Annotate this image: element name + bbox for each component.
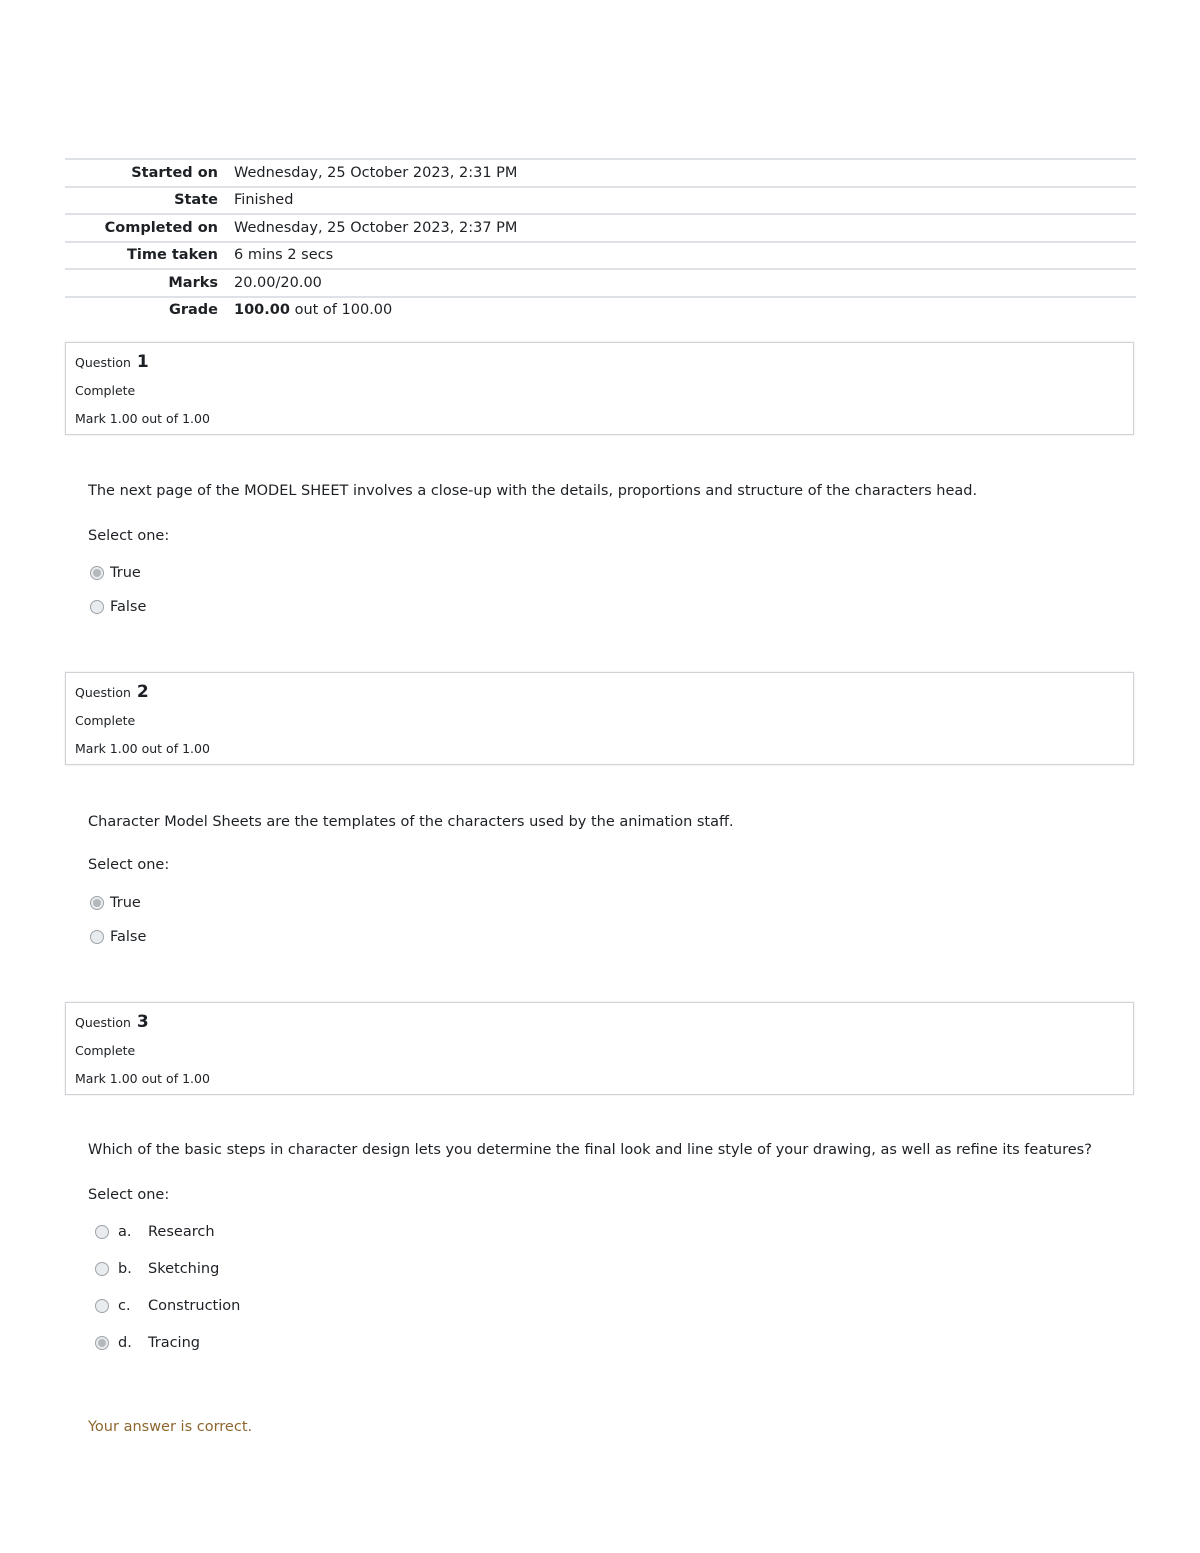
option-false[interactable] bbox=[90, 927, 146, 947]
option-label: False bbox=[110, 929, 147, 945]
summary-value bbox=[234, 297, 1136, 324]
summary-label: Started on bbox=[131, 164, 218, 181]
radio-button[interactable] bbox=[95, 1262, 109, 1276]
summary-value: Wednesday, 25 October 2023, 2:37 PM bbox=[234, 219, 518, 236]
answer-feedback: Your answer is correct. bbox=[88, 1419, 253, 1435]
question-label: Question bbox=[75, 1015, 131, 1030]
option-label: Research bbox=[148, 1224, 215, 1240]
option-label: Construction bbox=[148, 1298, 241, 1314]
option-label: Sketching bbox=[148, 1261, 220, 1277]
question-state: Complete bbox=[75, 1043, 136, 1058]
summary-label: Completed on bbox=[104, 219, 218, 236]
question-text: Character Model Sheets are the templates of the characters used by the animation staff. bbox=[88, 814, 734, 830]
grade-suffix: out of 100.00 bbox=[289, 302, 393, 319]
question-state: Complete bbox=[75, 383, 136, 398]
radio-button[interactable] bbox=[90, 930, 104, 944]
summary-label: Marks bbox=[168, 274, 218, 291]
option-letter: c. bbox=[118, 1298, 131, 1314]
radio-button[interactable] bbox=[95, 1299, 109, 1313]
option-letter: b. bbox=[118, 1261, 132, 1277]
question-text: Which of the basic steps in character design lets you determine the final look and line style of your drawing, as well as refine its features? bbox=[88, 1142, 1092, 1158]
summary-row-grade bbox=[65, 297, 1136, 324]
question-label: Question bbox=[75, 685, 131, 700]
option-letter: a. bbox=[118, 1224, 132, 1240]
question-label: Question bbox=[75, 355, 131, 370]
question-text: The next page of the MODEL SHEET involves a close-up with the details, proportions and structure of the characters head. bbox=[88, 483, 978, 499]
question-mark: Mark 1.00 out of 1.00 bbox=[75, 741, 210, 756]
select-one-label: Select one: bbox=[88, 857, 170, 873]
attempt-summary-table bbox=[65, 158, 1136, 323]
option-true[interactable] bbox=[90, 563, 141, 583]
option-label: Tracing bbox=[148, 1335, 200, 1351]
question-info-1 bbox=[65, 342, 1134, 435]
option-label: True bbox=[110, 565, 141, 581]
summary-value: Finished bbox=[234, 192, 294, 209]
radio-button-checked[interactable] bbox=[90, 896, 104, 910]
summary-label: State bbox=[174, 192, 218, 209]
option-false[interactable] bbox=[90, 597, 146, 617]
option-c[interactable] bbox=[90, 1296, 240, 1316]
summary-label: Time taken bbox=[127, 247, 218, 264]
question-heading bbox=[75, 1012, 149, 1032]
radio-button-checked[interactable] bbox=[90, 566, 104, 580]
option-true[interactable] bbox=[90, 893, 141, 913]
question-state: Complete bbox=[75, 713, 136, 728]
option-a[interactable] bbox=[90, 1222, 215, 1242]
option-b[interactable] bbox=[90, 1259, 219, 1279]
question-number: 2 bbox=[136, 682, 149, 702]
question-info-2 bbox=[65, 672, 1134, 765]
summary-row-time-taken bbox=[65, 242, 1136, 270]
option-label: False bbox=[110, 599, 147, 615]
question-mark: Mark 1.00 out of 1.00 bbox=[75, 411, 210, 426]
summary-label: Grade bbox=[168, 302, 218, 319]
select-one-label: Select one: bbox=[88, 1187, 170, 1203]
summary-row-state bbox=[65, 187, 1136, 215]
summary-value: 20.00/20.00 bbox=[234, 274, 322, 291]
summary-row-completed bbox=[65, 214, 1136, 242]
question-heading bbox=[75, 352, 149, 372]
radio-button[interactable] bbox=[90, 600, 104, 614]
radio-button[interactable] bbox=[95, 1225, 109, 1239]
question-number: 3 bbox=[136, 1012, 149, 1032]
summary-row-started bbox=[65, 159, 1136, 187]
radio-button-checked[interactable] bbox=[95, 1336, 109, 1350]
summary-row-marks bbox=[65, 269, 1136, 297]
question-info-3 bbox=[65, 1002, 1134, 1095]
option-label: True bbox=[110, 895, 141, 911]
question-mark: Mark 1.00 out of 1.00 bbox=[75, 1071, 210, 1086]
summary-value: 6 mins 2 secs bbox=[234, 247, 334, 264]
option-d[interactable] bbox=[90, 1333, 200, 1353]
option-letter: d. bbox=[118, 1335, 132, 1351]
question-number: 1 bbox=[136, 352, 149, 372]
select-one-label: Select one: bbox=[88, 528, 170, 544]
grade-value: 100.00 bbox=[234, 302, 290, 319]
summary-value: Wednesday, 25 October 2023, 2:31 PM bbox=[234, 164, 518, 181]
question-heading bbox=[75, 682, 149, 702]
